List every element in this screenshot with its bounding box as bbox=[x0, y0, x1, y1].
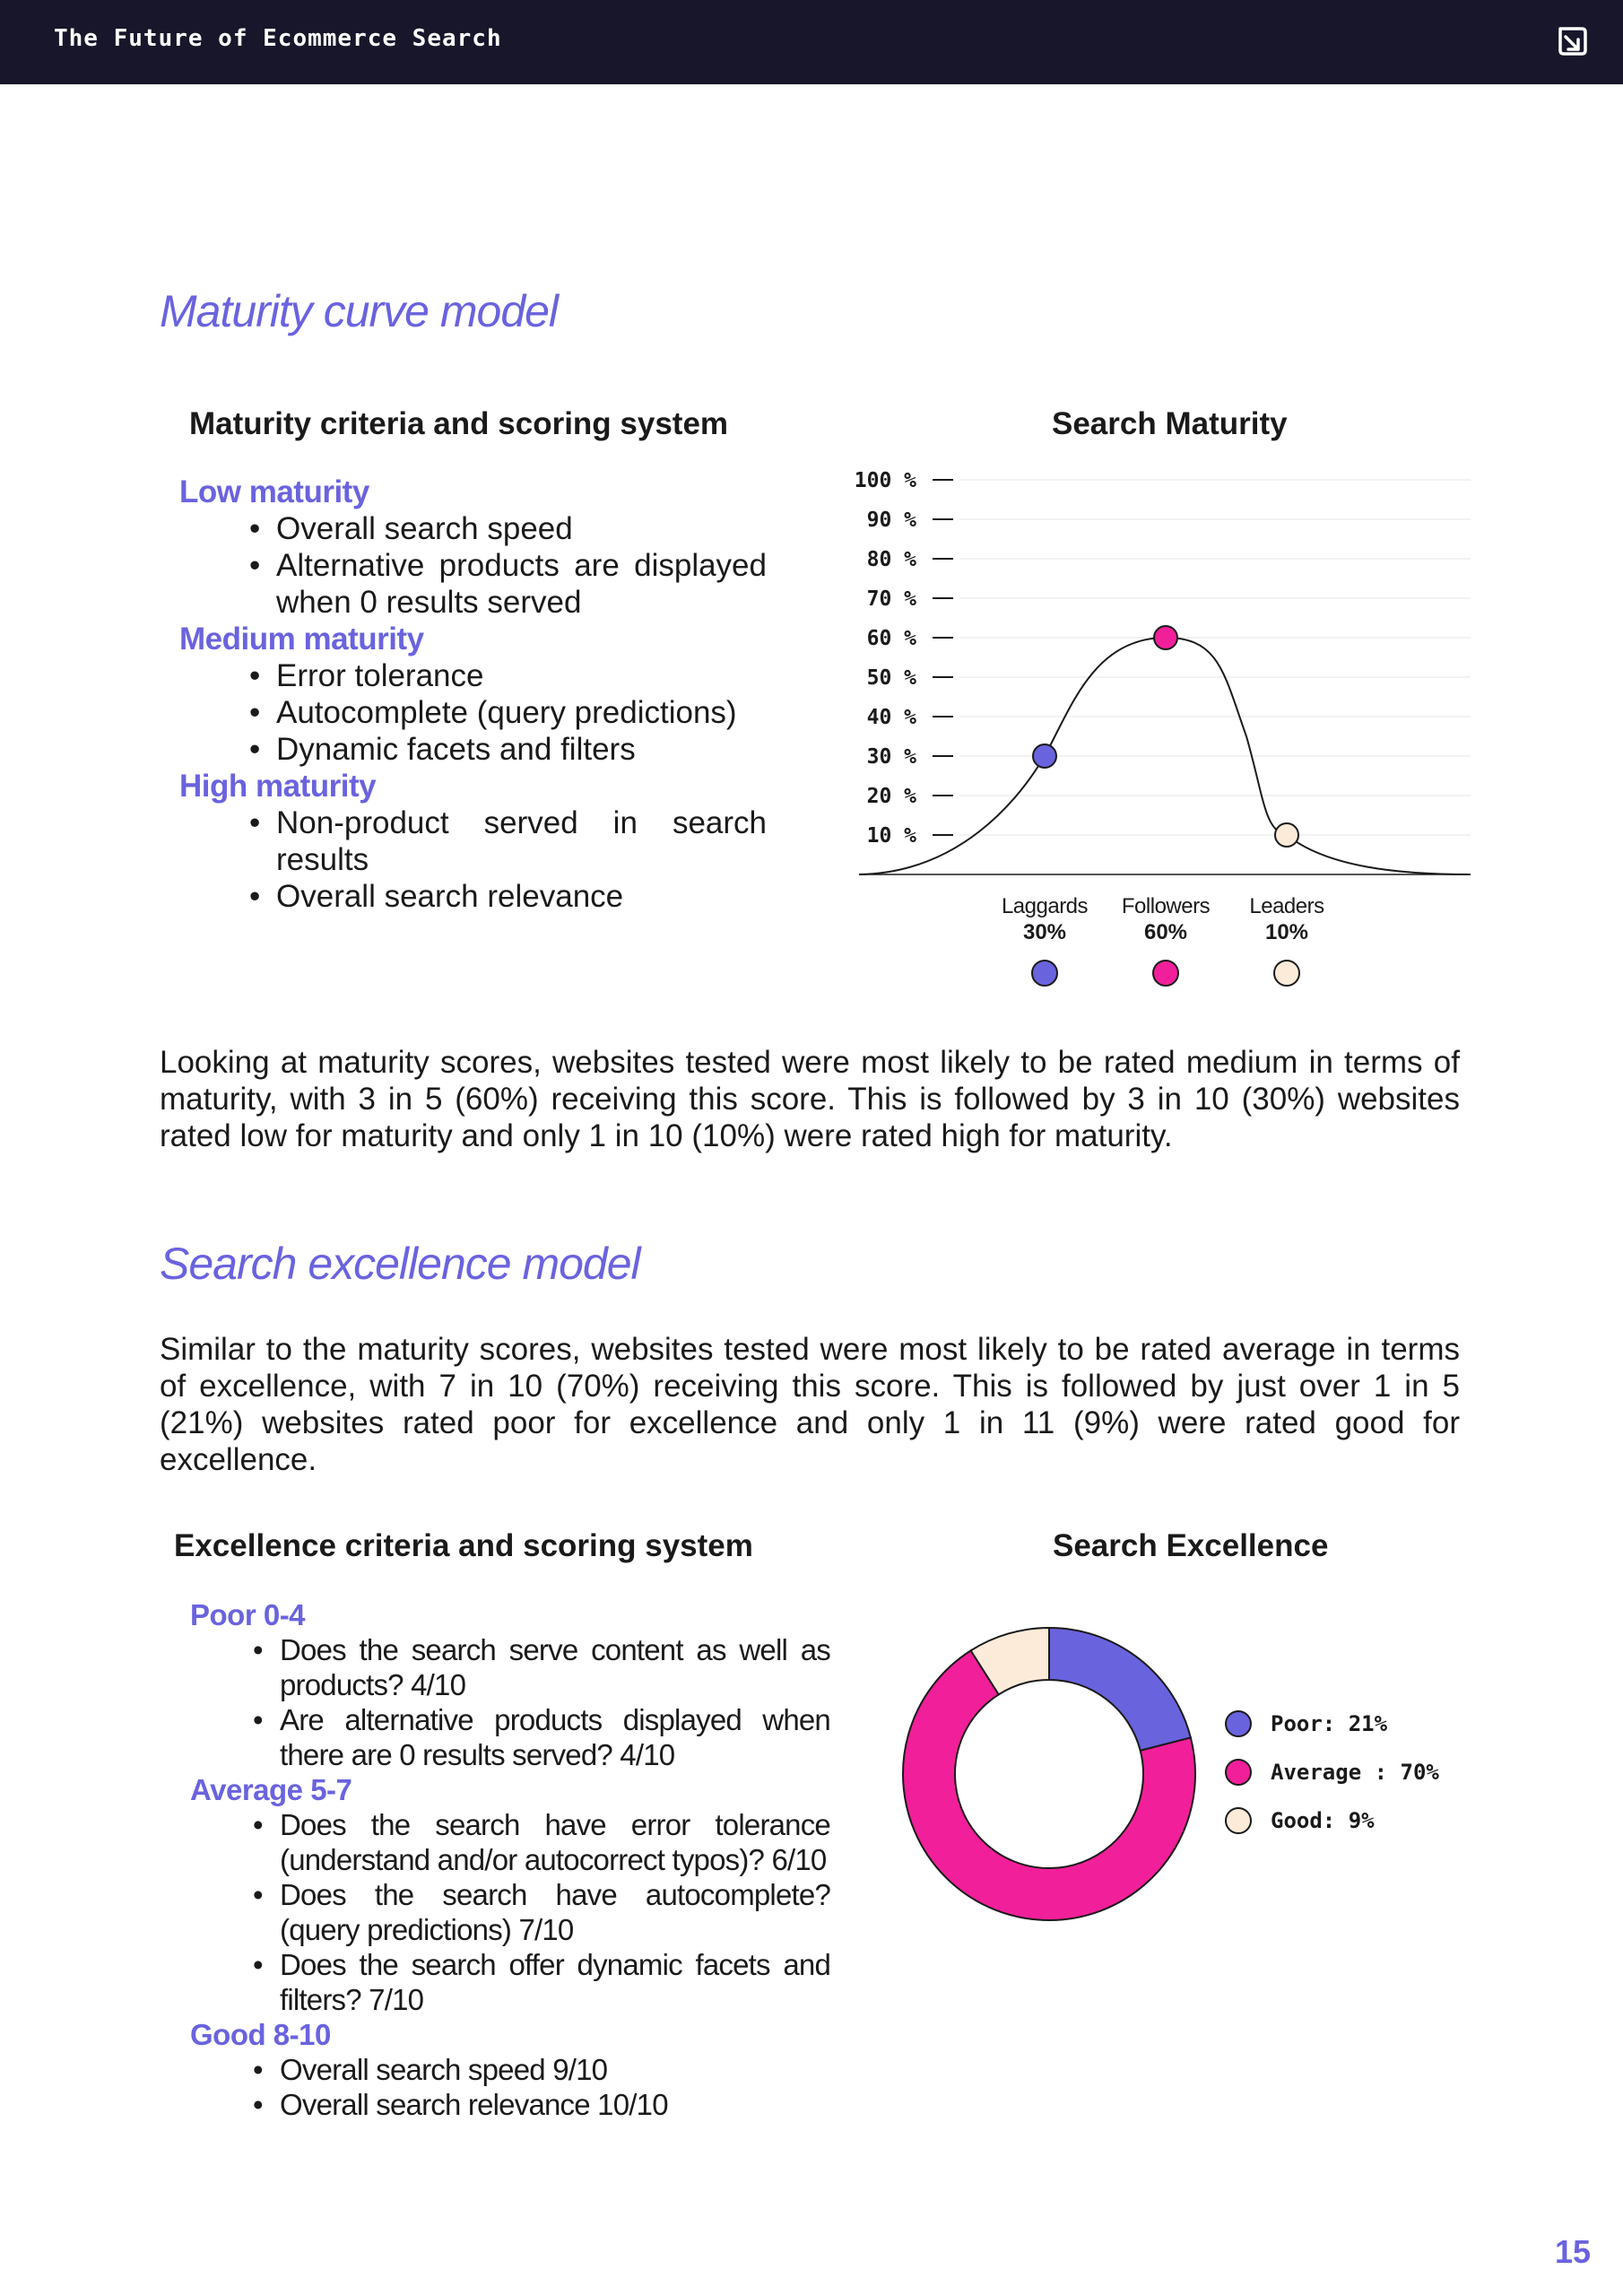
list-item: • Does the search offer dynamic facets and filters? 7/10 bbox=[280, 1947, 830, 2017]
legend-label: Good: 9% bbox=[1271, 1808, 1375, 1833]
y-tick-label: 100 % bbox=[854, 469, 916, 492]
list-item: • Overall search relevance bbox=[276, 878, 767, 915]
y-tick-label: 70 % bbox=[866, 587, 916, 611]
excellence-chart-title: Search Excellence bbox=[1053, 1528, 1329, 1563]
maturity-level-low: Low maturity bbox=[179, 474, 369, 509]
maturity-chart-title: Search Maturity bbox=[1052, 406, 1288, 441]
list-item: • Does the search serve content as well as products? 4/10 bbox=[280, 1632, 830, 1702]
list-item: • Overall search speed 9/10 bbox=[280, 2052, 830, 2087]
list-item: • Overall search relevance 10/10 bbox=[280, 2087, 830, 2122]
excellence-criteria-title: Excellence criteria and scoring system bbox=[174, 1528, 753, 1563]
page-number: 15 bbox=[1555, 2233, 1592, 2270]
excellence-section-title: Search excellence model bbox=[160, 1239, 640, 1289]
maturity-criteria-title: Maturity criteria and scoring system bbox=[189, 406, 729, 441]
list-item: • Error tolerance bbox=[276, 657, 767, 694]
maturity-section-title: Maturity curve model bbox=[160, 286, 559, 336]
legend-dot-followers bbox=[1153, 961, 1178, 986]
y-tick-label: 30 % bbox=[866, 745, 916, 769]
list-item: • Non-product served in search results bbox=[276, 804, 767, 878]
list-item: • Overall search speed bbox=[276, 510, 767, 547]
maturity-chart bbox=[825, 457, 1480, 996]
arrow-logo-icon bbox=[1555, 23, 1591, 59]
legend-dot-leaders bbox=[1274, 961, 1299, 986]
list-item: • Does the search have autocomplete? (query predictions) 7/10 bbox=[280, 1877, 830, 1947]
maturity-point-laggards bbox=[1033, 744, 1056, 768]
segment-value-label: 10% bbox=[1264, 920, 1309, 944]
y-tick-label: 60 % bbox=[866, 627, 916, 650]
segment-label: Laggards bbox=[1001, 894, 1089, 918]
legend-label: Average : 70% bbox=[1271, 1760, 1439, 1785]
legend-dot-average bbox=[1226, 1760, 1251, 1785]
legend-dot-good bbox=[1226, 1808, 1251, 1833]
legend-dot-laggards bbox=[1032, 961, 1057, 986]
list-item: • Dynamic facets and filters bbox=[276, 731, 767, 768]
excellence-paragraph: Similar to the maturity scores, websites tested were most likely to be rated average in terms of excellence, with 7 in 10 (70%) receiving this score. This is followed by just over 1 in 5 (21%) websites rated poor for excellence and only 1 in 11 (9%) were rated good for excellence. bbox=[160, 1332, 1460, 1477]
legend-dot-poor bbox=[1226, 1711, 1251, 1736]
excellence-level-average: Average 5-7 bbox=[190, 1773, 352, 1806]
list-item: • Does the search have error tolerance (understand and/or autocorrect typos)? 6/10 bbox=[280, 1807, 830, 1877]
segment-value-label: 60% bbox=[1143, 920, 1188, 944]
legend-label: Poor: 21% bbox=[1271, 1711, 1388, 1736]
maturity-point-followers bbox=[1154, 626, 1177, 649]
y-tick-label: 20 % bbox=[866, 785, 916, 808]
y-tick-label: 80 % bbox=[866, 548, 916, 571]
header-bar bbox=[0, 0, 1623, 84]
segment-value-label: 30% bbox=[1022, 920, 1067, 944]
list-item: • Alternative products are displayed when 0 results served bbox=[276, 547, 767, 621]
document-title: The Future of Ecommerce Search bbox=[54, 25, 502, 52]
maturity-criteria-list bbox=[179, 474, 767, 915]
maturity-level-high: High maturity bbox=[179, 769, 377, 804]
excellence-chart bbox=[888, 1614, 1497, 1937]
y-tick-label: 10 % bbox=[866, 824, 916, 848]
excellence-level-good: Good 8-10 bbox=[190, 2018, 331, 2051]
y-tick-label: 90 % bbox=[866, 509, 916, 532]
donut-slice-poor bbox=[1049, 1628, 1191, 1751]
y-tick-label: 50 % bbox=[866, 666, 916, 690]
segment-label: Leaders bbox=[1249, 894, 1324, 918]
list-item: • Autocomplete (query predictions) bbox=[276, 694, 767, 731]
list-item: • Are alternative products displayed when there are 0 results served? 4/10 bbox=[280, 1702, 830, 1772]
maturity-point-leaders bbox=[1275, 823, 1298, 847]
y-tick-label: 40 % bbox=[866, 706, 916, 729]
maturity-paragraph: Looking at maturity scores, websites tested were most likely to be rated medium in terms of maturity, with 3 in 5 (60%) receiving this score. This is followed by 3 in 10 (30%) websites rated low for maturity and only 1 in 10 (10%) were rated high for maturity. bbox=[160, 1045, 1460, 1153]
excellence-criteria-list bbox=[190, 1597, 830, 2122]
excellence-level-poor: Poor 0-4 bbox=[190, 1598, 306, 1631]
segment-label: Followers bbox=[1121, 894, 1211, 918]
maturity-level-medium: Medium maturity bbox=[179, 622, 424, 657]
